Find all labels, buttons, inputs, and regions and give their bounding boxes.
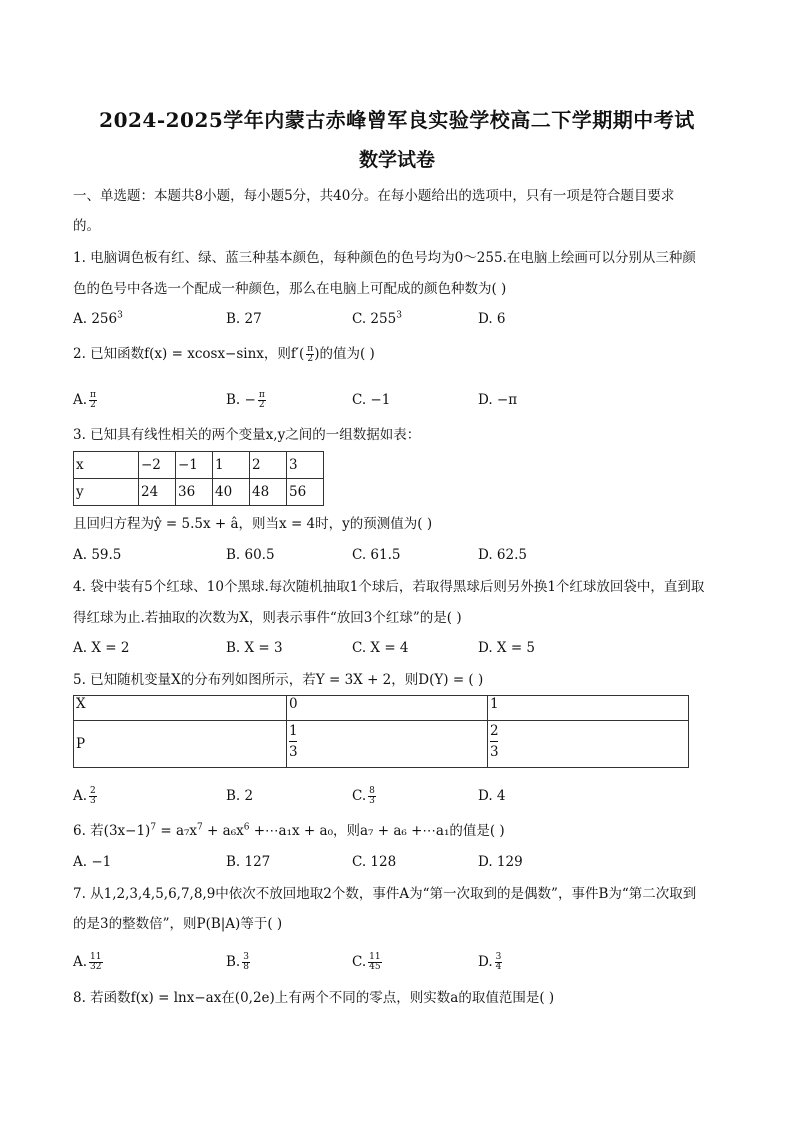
q4-option-a: A. X = 2 — [73, 640, 130, 656]
exam-title: 2024-2025学年内蒙古赤峰曾军良实验学校高二下学期期中考试 — [99, 108, 695, 132]
q1-option-d: D. 6 — [478, 311, 506, 327]
q5-option-a: A. $\frac{2}{3}$ — [73, 786, 96, 806]
q3-stem: 3. 已知具有线性相关的两个变量x,y之间的一组数据如表： — [73, 427, 421, 443]
table-cell: $\frac{2}{3}$ — [488, 721, 689, 768]
table-cell: −2 — [139, 452, 176, 479]
section-heading-cont: 的。 — [73, 218, 100, 234]
table-cell: X — [74, 696, 287, 721]
q1-option-a: A. $256^3$ — [73, 310, 123, 327]
q3-follow: 且回归方程为ŷ = 5.5x + â，则当x = 4时，y的预测值为( ) — [73, 516, 433, 532]
q2-option-c: C. −1 — [352, 392, 391, 408]
q2-option-a: A. $\frac{\pi}{2}$ — [73, 390, 96, 410]
q6-option-b: B. 127 — [226, 854, 271, 870]
table-row — [74, 696, 689, 721]
table-row — [74, 479, 324, 506]
q8-stem: 8. 若函数f(x) = lnx−ax在(0,2e)上有两个不同的零点，则实数a的取值范围是( ) — [73, 990, 555, 1006]
table-cell: 24 — [139, 479, 176, 506]
q1-line1: 1. 电脑调色板有红、绿、蓝三种基本颜色，每种颜色的色号均为0～255.在电脑上绘画可以分别从三种颜 — [73, 250, 696, 266]
table-cell: 0 — [287, 696, 488, 721]
q5-distribution-table — [73, 695, 689, 768]
q2-option-b: B. − $\frac{\pi}{2}$ — [226, 390, 265, 410]
q7-line1: 7. 从1,2,3,4,5,6,7,8,9中依次不放回地取2个数，事件A为“第一次取到的是偶数”，事件B为“第二次取到 — [73, 886, 697, 902]
table-cell: 48 — [250, 479, 287, 506]
q7-option-b: B. $\frac{3}{8}$ — [226, 952, 249, 972]
q2-stem-fraction: $\frac{\pi}{2}$ — [307, 344, 314, 364]
q1-option-c: C. $255^3$ — [352, 310, 402, 327]
table-row — [74, 452, 324, 479]
table-cell: P — [74, 721, 287, 768]
section-heading: 一、单选题：本题共8小题，每小题5分，共40分。在每小题给出的选项中，只有一项是符合题目要求 — [73, 188, 675, 204]
q6-stem: 6. 若$(3x-1)^7 = a_7x^7 + a_6x^6$ +⋯a₁x + a₀，则a₇ + a₆ +⋯a₁的值是( ) — [73, 822, 505, 839]
q3-option-b: B. 60.5 — [226, 547, 275, 563]
q4-option-b: B. X = 3 — [226, 640, 283, 656]
table-cell: y — [74, 479, 139, 506]
q4-line1: 4. 袋中装有5个红球、10个黑球.每次随机抽取1个球后，若取得黑球后则另外换1个红球放回袋中，直到取 — [73, 579, 705, 595]
q1-line2: 色的色号中各选一个配成一种颜色，那么在电脑上可配成的颜色种数为( ) — [73, 281, 507, 297]
table-row — [74, 721, 689, 768]
q7-option-c: C. $\frac{11}{45}$ — [352, 952, 381, 972]
table-cell: 3 — [287, 452, 324, 479]
table-cell: 2 — [250, 452, 287, 479]
table-cell: $\frac{1}{3}$ — [287, 721, 488, 768]
q4-line2: 得红球为止.若抽取的次数为X，则表示事件“放回3个红球”的是( ) — [73, 610, 462, 626]
q5-option-d: D. 4 — [478, 788, 506, 804]
table-cell: x — [74, 452, 139, 479]
q6-option-a: A. −1 — [73, 854, 112, 870]
exam-subtitle: 数学试卷 — [358, 149, 435, 171]
q3-option-c: C. 61.5 — [352, 547, 401, 563]
q7-line2: 的是3的整数倍”，则P(B|A)等于( ) — [73, 916, 283, 932]
q6-option-d: D. 129 — [478, 854, 523, 870]
q3-option-a: A. 59.5 — [73, 547, 122, 563]
q4-option-d: D. X = 5 — [478, 640, 536, 656]
table-cell: 1 — [213, 452, 250, 479]
q3-option-d: D. 62.5 — [478, 547, 527, 563]
table-cell: 1 — [488, 696, 689, 721]
q5-option-b: B. 2 — [226, 788, 254, 804]
table-cell: −1 — [176, 452, 213, 479]
table-cell: 40 — [213, 479, 250, 506]
q6-option-c: C. 128 — [352, 854, 397, 870]
q1-option-b: B. 27 — [226, 311, 262, 327]
q7-option-d: D. $\frac{3}{4}$ — [478, 952, 502, 972]
q3-data-table — [73, 451, 324, 506]
q5-option-c: C. $\frac{8}{3}$ — [352, 786, 375, 806]
q5-stem: 5. 已知随机变量X的分布列如图所示，若Y = 3X + 2，则D(Y) = ( ) — [73, 672, 484, 688]
q7-option-a: A. $\frac{11}{32}$ — [73, 952, 102, 972]
q4-option-c: C. X = 4 — [352, 640, 409, 656]
table-cell: 56 — [287, 479, 324, 506]
table-cell: 36 — [176, 479, 213, 506]
q2-option-d: D. −π — [478, 392, 518, 408]
q2-stem: 2. 已知函数f(x) = xcosx−sinx，则f′( $\frac{\pi}{2}$ )的值为( ) — [73, 344, 375, 364]
